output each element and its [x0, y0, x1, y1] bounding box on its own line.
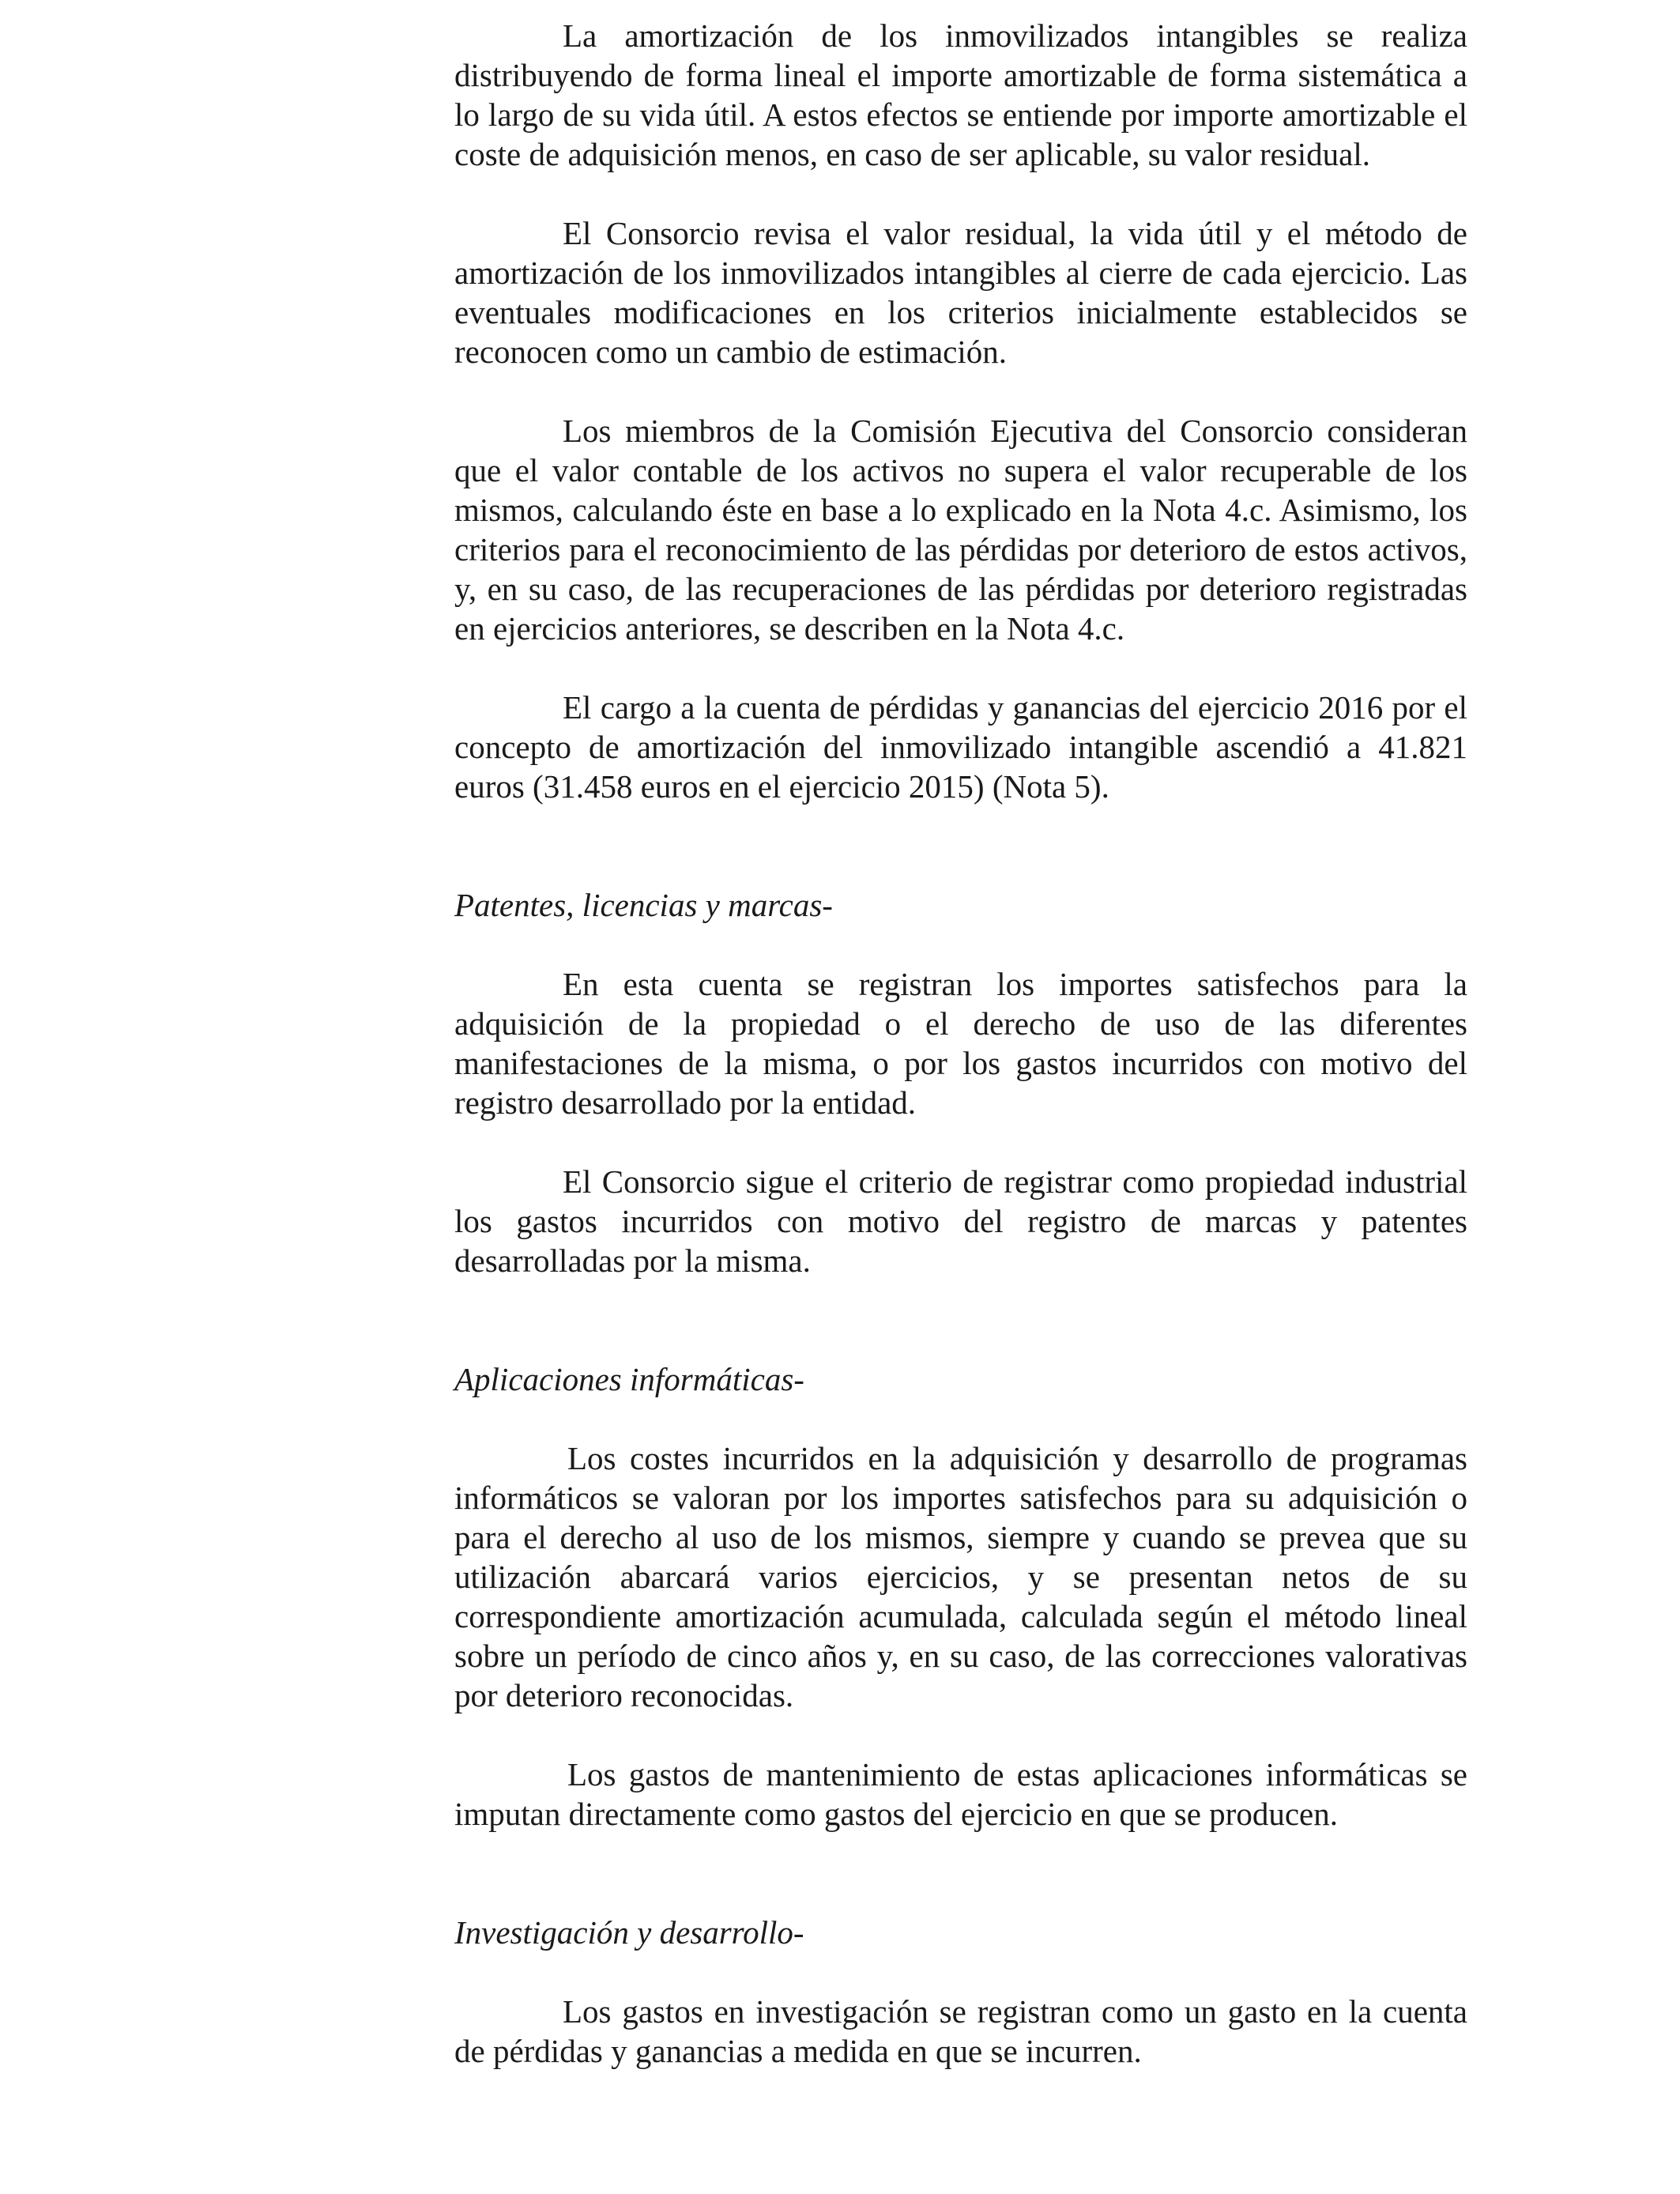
section-spacer	[454, 1873, 1467, 1913]
paragraph-residual-value-review: El Consorcio revisa el valor residual, la vida útil y el método de amortización de los inmovilizados intangibles al cierre de cada ejercicio. Las eventuales modificaciones en los criterios inicialmente establecidos se reconocen como un cambio de estimación.	[454, 215, 1467, 370]
section-spacer	[454, 846, 1467, 885]
section-software	[454, 1359, 1467, 1834]
paragraph-amortization-method: La amortización de los inmovilizados intangibles se realiza distribuyendo de forma lineal el importe amortizable de forma sistemática a lo largo de su vida útil. A estos efectos se entiende por importe amortizable el coste de adquisición menos, en caso de ser aplicable, su valor residual.	[454, 17, 1467, 172]
section-heading-research: Investigación y desarrollo-	[454, 1914, 804, 1951]
section-heading-software: Aplicaciones informáticas-	[454, 1361, 804, 1397]
text-column	[454, 16, 1467, 2110]
paragraph-amortization-charge: El cargo a la cuenta de pérdidas y ganancias del ejercicio 2016 por el concepto de amortización del inmovilizado intangible ascendió a 41.821 euros (31.458 euros en el ejercicio 2015) (Nota 5).	[454, 689, 1467, 805]
section-heading-patents: Patentes, licencias y marcas-	[454, 887, 833, 923]
section-patents	[454, 885, 1467, 1280]
paragraph-patents-criterion: El Consorcio sigue el criterio de registrar como propiedad industrial los gastos incurridos con motivo del registro de marcas y patentes desarrolladas por la misma.	[454, 1163, 1467, 1279]
section-research	[454, 1913, 1467, 2071]
paragraph-patents-registration: En esta cuenta se registran los importes satisfechos para la adquisición de la propiedad o el derecho de uso de las diferentes manifestaciones de la misma, o por los gastos incurridos con motivo del registro desarrollado por la entidad.	[454, 966, 1467, 1121]
paragraph-recoverable-value: Los miembros de la Comisión Ejecutiva del Consorcio consideran que el valor contable de los activos no supera el valor recuperable de los mismos, calculando éste en base a lo explicado en la Nota 4.c. Asimismo, los criterios para el reconocimiento de las pérdidas por deterioro de estos activos, y, en su caso, de las recuperaciones de las pérdidas por deterioro registradas en ejercicios anteriores, se describen en la Nota 4.c.	[454, 413, 1467, 647]
paragraph-software-maintenance: Los gastos de mantenimiento de estas aplicaciones informáticas se imputan directamente como gastos del ejercicio en que se producen.	[454, 1756, 1467, 1832]
section-spacer	[454, 1320, 1467, 1359]
paragraph-research-expenses: Los gastos en investigación se registran como un gasto en la cuenta de pérdidas y ganancias a medida en que se incurren.	[454, 1993, 1467, 2069]
paragraph-software-costs: Los costes incurridos en la adquisición y desarrollo de programas informáticos se valoran por los importes satisfechos para su adquisición o para el derecho al uso de los mismos, siempre y cuando se prevea que su utilización abarcará varios ejercicios, y se presentan netos de su correspondiente amortización acumulada, calculada según el método lineal sobre un período de cinco años y, en su caso, de las correcciones valorativas por deterioro reconocidas.	[454, 1440, 1467, 1713]
